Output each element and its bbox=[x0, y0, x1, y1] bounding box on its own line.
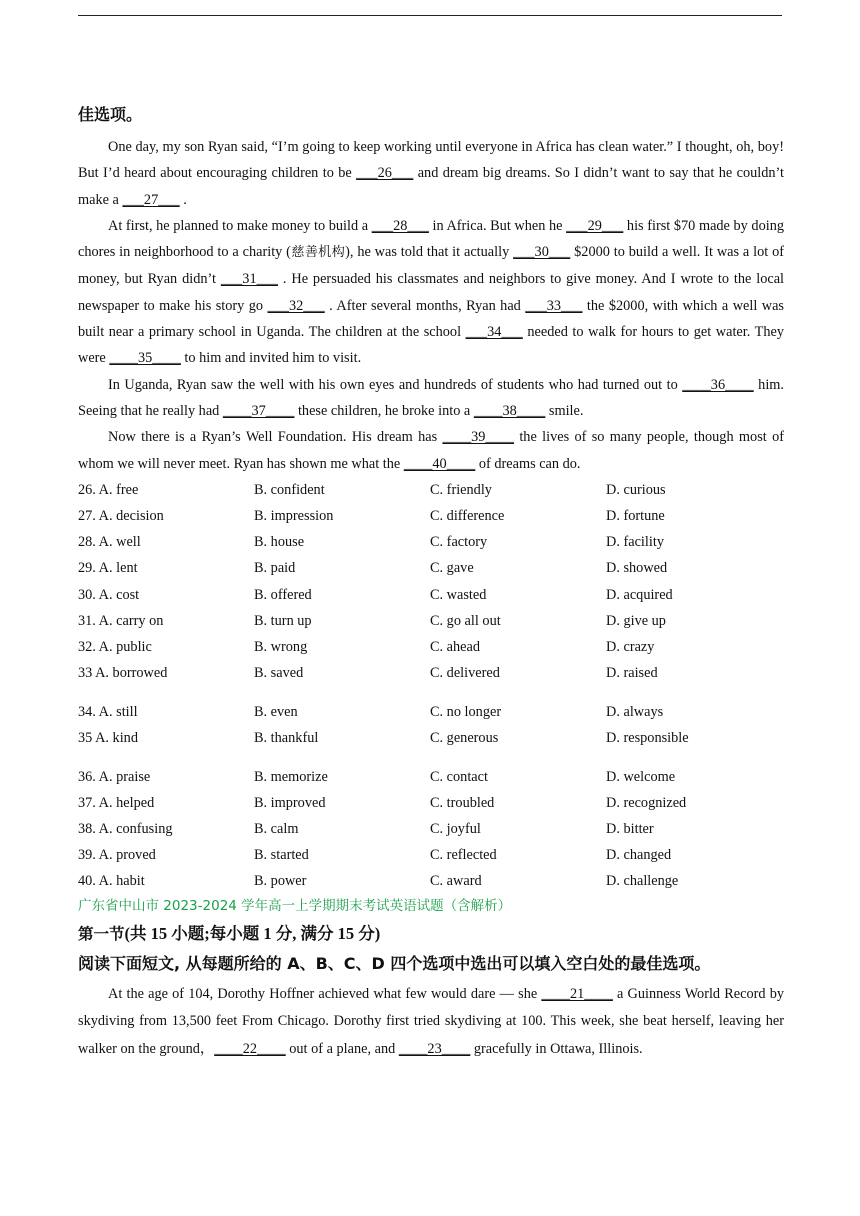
exam-source-title: 广东省中山市 2023-2024 学年高一上学期期末考试英语试题（含解析） bbox=[78, 897, 512, 914]
option-c: C. delivered bbox=[430, 665, 500, 682]
option-row-33 bbox=[78, 660, 784, 699]
option-d: D. responsible bbox=[606, 730, 689, 747]
option-a: 35 A. kind bbox=[78, 730, 138, 747]
blank-38: ____38____ bbox=[473, 402, 546, 419]
text: out of a plane, and bbox=[285, 1040, 399, 1057]
option-a: 31. A. carry on bbox=[78, 612, 164, 629]
option-row-38 bbox=[78, 816, 784, 842]
option-b: B. paid bbox=[254, 560, 296, 577]
option-d: D. facility bbox=[606, 534, 664, 551]
option-row-34 bbox=[78, 699, 784, 725]
option-d: D. give up bbox=[606, 612, 666, 629]
section-title bbox=[78, 919, 784, 949]
option-b: B. even bbox=[254, 703, 298, 720]
option-c: C. ahead bbox=[430, 639, 481, 656]
option-d: D. bitter bbox=[606, 821, 654, 838]
text: his first $70 made by doing chores in neighborhood to a charity ( bbox=[78, 217, 785, 261]
option-a: 27. A. decision bbox=[78, 508, 164, 525]
text: these children, he broke into a bbox=[294, 402, 474, 419]
option-c: C. troubled bbox=[430, 794, 495, 811]
paragraph-1 bbox=[78, 134, 784, 213]
text: a Guinness World Record by skydiving from 13,500 feet From Chicago. Dorothy first tried skydiving at 100. This week, she beat herself, leaving her walker on the ground， bbox=[78, 985, 785, 1057]
blank-37: ____37____ bbox=[222, 402, 295, 419]
option-row-35 bbox=[78, 725, 784, 764]
blank-21: ____21____ bbox=[541, 985, 613, 1002]
blank-33: ___33___ bbox=[525, 297, 583, 314]
option-b: B. saved bbox=[254, 665, 304, 682]
blank-26: ___26___ bbox=[356, 165, 414, 182]
blank-31: ___31___ bbox=[220, 271, 279, 288]
option-d: D. always bbox=[606, 703, 664, 720]
option-c: C. friendly bbox=[430, 481, 492, 498]
option-a: 40. A. habit bbox=[78, 873, 145, 890]
blank-23: ____23____ bbox=[398, 1040, 471, 1057]
text: . He persuaded his classmates and neighbors to give money. And I wrote to the local newspaper to make his story go bbox=[78, 271, 785, 314]
option-row-28 bbox=[78, 529, 784, 555]
blank-28: ___28___ bbox=[371, 217, 429, 234]
section-title-zh: 第一节 bbox=[78, 924, 125, 943]
option-a: 29. A. lent bbox=[78, 560, 138, 577]
option-c: C. difference bbox=[430, 508, 505, 525]
option-a: 28. A. well bbox=[78, 534, 141, 551]
option-b: B. improved bbox=[254, 794, 326, 811]
option-d: D. crazy bbox=[606, 639, 655, 656]
option-d: D. acquired bbox=[606, 586, 673, 603]
chinese-gloss: 慈善机构 bbox=[290, 245, 346, 261]
text: and dream big dreams. So I didn’t want to say that he couldn’t make a bbox=[78, 165, 784, 208]
blank-39: ____39____ bbox=[442, 429, 514, 446]
option-b: B. impression bbox=[254, 508, 334, 525]
blank-34: ___34___ bbox=[465, 324, 523, 341]
header-rule bbox=[78, 15, 782, 16]
text: in Africa. But when he bbox=[428, 217, 567, 234]
blank-30: ___30___ bbox=[513, 244, 571, 261]
option-a: 30. A. cost bbox=[78, 586, 140, 603]
option-row-32 bbox=[78, 634, 784, 660]
answer-options bbox=[78, 477, 784, 895]
blank-29: ___29___ bbox=[566, 217, 624, 234]
option-row-40 bbox=[78, 868, 784, 894]
option-row-31 bbox=[78, 608, 784, 634]
option-row-30 bbox=[78, 582, 784, 608]
option-b: B. calm bbox=[254, 821, 299, 838]
text: the $2000, with which a well was built near a primary school in Uganda. The children at the school bbox=[78, 297, 784, 341]
blank-35: ____35____ bbox=[109, 350, 181, 367]
option-row-27 bbox=[78, 503, 784, 529]
text: the lives of so many people, though most of whom we will never meet. Ryan has shown me what the bbox=[78, 429, 784, 472]
text: $2000 to build a well. It was a lot of money, but Ryan didn’t bbox=[78, 244, 784, 288]
option-a: 26. A. free bbox=[78, 481, 139, 498]
option-b: B. offered bbox=[254, 586, 312, 603]
option-b: B. house bbox=[254, 534, 305, 551]
text: needed to walk for hours to get water. They were bbox=[78, 324, 784, 367]
option-c: C. wasted bbox=[430, 586, 487, 603]
text: One day, my son Ryan said, “I’m going to keep working until everyone in Africa has clean water.” I thought, oh, boy! But I’d heard about encouraging children to be bbox=[78, 139, 784, 182]
passage-ryan bbox=[78, 134, 784, 477]
option-a: 37. A. helped bbox=[78, 794, 155, 811]
option-row-39 bbox=[78, 842, 784, 868]
option-a: 38. A. confusing bbox=[78, 821, 173, 838]
text: . After several months, Ryan had bbox=[324, 297, 526, 314]
text: . bbox=[179, 191, 187, 208]
text: to him and invited him to visit. bbox=[180, 350, 362, 367]
text: of dreams can do. bbox=[475, 455, 581, 472]
option-c: C. go all out bbox=[430, 612, 501, 629]
option-row-26 bbox=[78, 477, 784, 503]
text: ), he was told that it actually bbox=[345, 244, 514, 261]
text: In Uganda, Ryan saw the well with his own eyes and hundreds of students who had turned out to bbox=[108, 376, 683, 393]
text: him. Seeing that he really had bbox=[78, 376, 784, 419]
option-c: C. no longer bbox=[430, 703, 502, 720]
text: smile. bbox=[545, 402, 584, 419]
option-b: B. confident bbox=[254, 481, 325, 498]
option-b: B. started bbox=[254, 847, 309, 864]
text: Now there is a Ryan’s Well Foundation. His dream has bbox=[108, 429, 443, 446]
option-b: B. memorize bbox=[254, 768, 328, 785]
option-d: D. changed bbox=[606, 847, 672, 864]
option-row-29 bbox=[78, 555, 784, 581]
option-d: D. challenge bbox=[606, 873, 679, 890]
option-c: C. reflected bbox=[430, 847, 497, 864]
option-a: 39. A. proved bbox=[78, 847, 156, 864]
option-a: 33 A. borrowed bbox=[78, 665, 168, 682]
option-d: D. raised bbox=[606, 665, 658, 682]
option-d: D. fortune bbox=[606, 508, 665, 525]
document-body bbox=[78, 102, 784, 1063]
text: At the age of 104, Dorothy Hoffner achieved what few would dare — she bbox=[108, 985, 542, 1002]
option-d: D. welcome bbox=[606, 768, 676, 785]
section-heading-fragment: 佳选项。 bbox=[78, 105, 143, 124]
option-a: 34. A. still bbox=[78, 703, 138, 720]
paragraph-3 bbox=[78, 372, 784, 425]
section-instruction: 阅读下面短文, 从每题所给的 A、B、C、D 四个选项中选出可以填入空白处的最佳选项。 bbox=[78, 953, 711, 973]
blank-22: ____22____ bbox=[214, 1040, 286, 1057]
blank-36: ____36____ bbox=[682, 376, 754, 393]
blank-27: ___27___ bbox=[122, 191, 180, 208]
option-a: 36. A. praise bbox=[78, 768, 151, 785]
option-d: D. recognized bbox=[606, 794, 687, 811]
paragraph-dorothy bbox=[78, 981, 784, 1063]
paragraph-4 bbox=[78, 424, 784, 477]
option-c: C. contact bbox=[430, 768, 488, 785]
option-c: C. generous bbox=[430, 730, 499, 747]
blank-40: ____40____ bbox=[403, 455, 476, 472]
option-d: D. showed bbox=[606, 560, 668, 577]
text: gracefully in Ottawa, Illinois. bbox=[470, 1040, 643, 1057]
option-b: B. wrong bbox=[254, 639, 308, 656]
option-c: C. gave bbox=[430, 560, 474, 577]
option-c: C. factory bbox=[430, 534, 488, 551]
option-c: C. award bbox=[430, 873, 482, 890]
option-row-36 bbox=[78, 764, 784, 790]
option-b: B. power bbox=[254, 873, 307, 890]
text: At first, he planned to make money to build a bbox=[108, 217, 372, 234]
option-c: C. joyful bbox=[430, 821, 481, 838]
option-d: D. curious bbox=[606, 481, 666, 498]
option-row-37 bbox=[78, 790, 784, 816]
section-title-points: (共 15 小题;每小题 1 分, 满分 15 分) bbox=[124, 923, 381, 943]
blank-32: ___32___ bbox=[267, 297, 325, 314]
option-b: B. turn up bbox=[254, 612, 312, 629]
option-b: B. thankful bbox=[254, 730, 319, 747]
option-a: 32. A. public bbox=[78, 639, 152, 656]
paragraph-2 bbox=[78, 213, 784, 372]
